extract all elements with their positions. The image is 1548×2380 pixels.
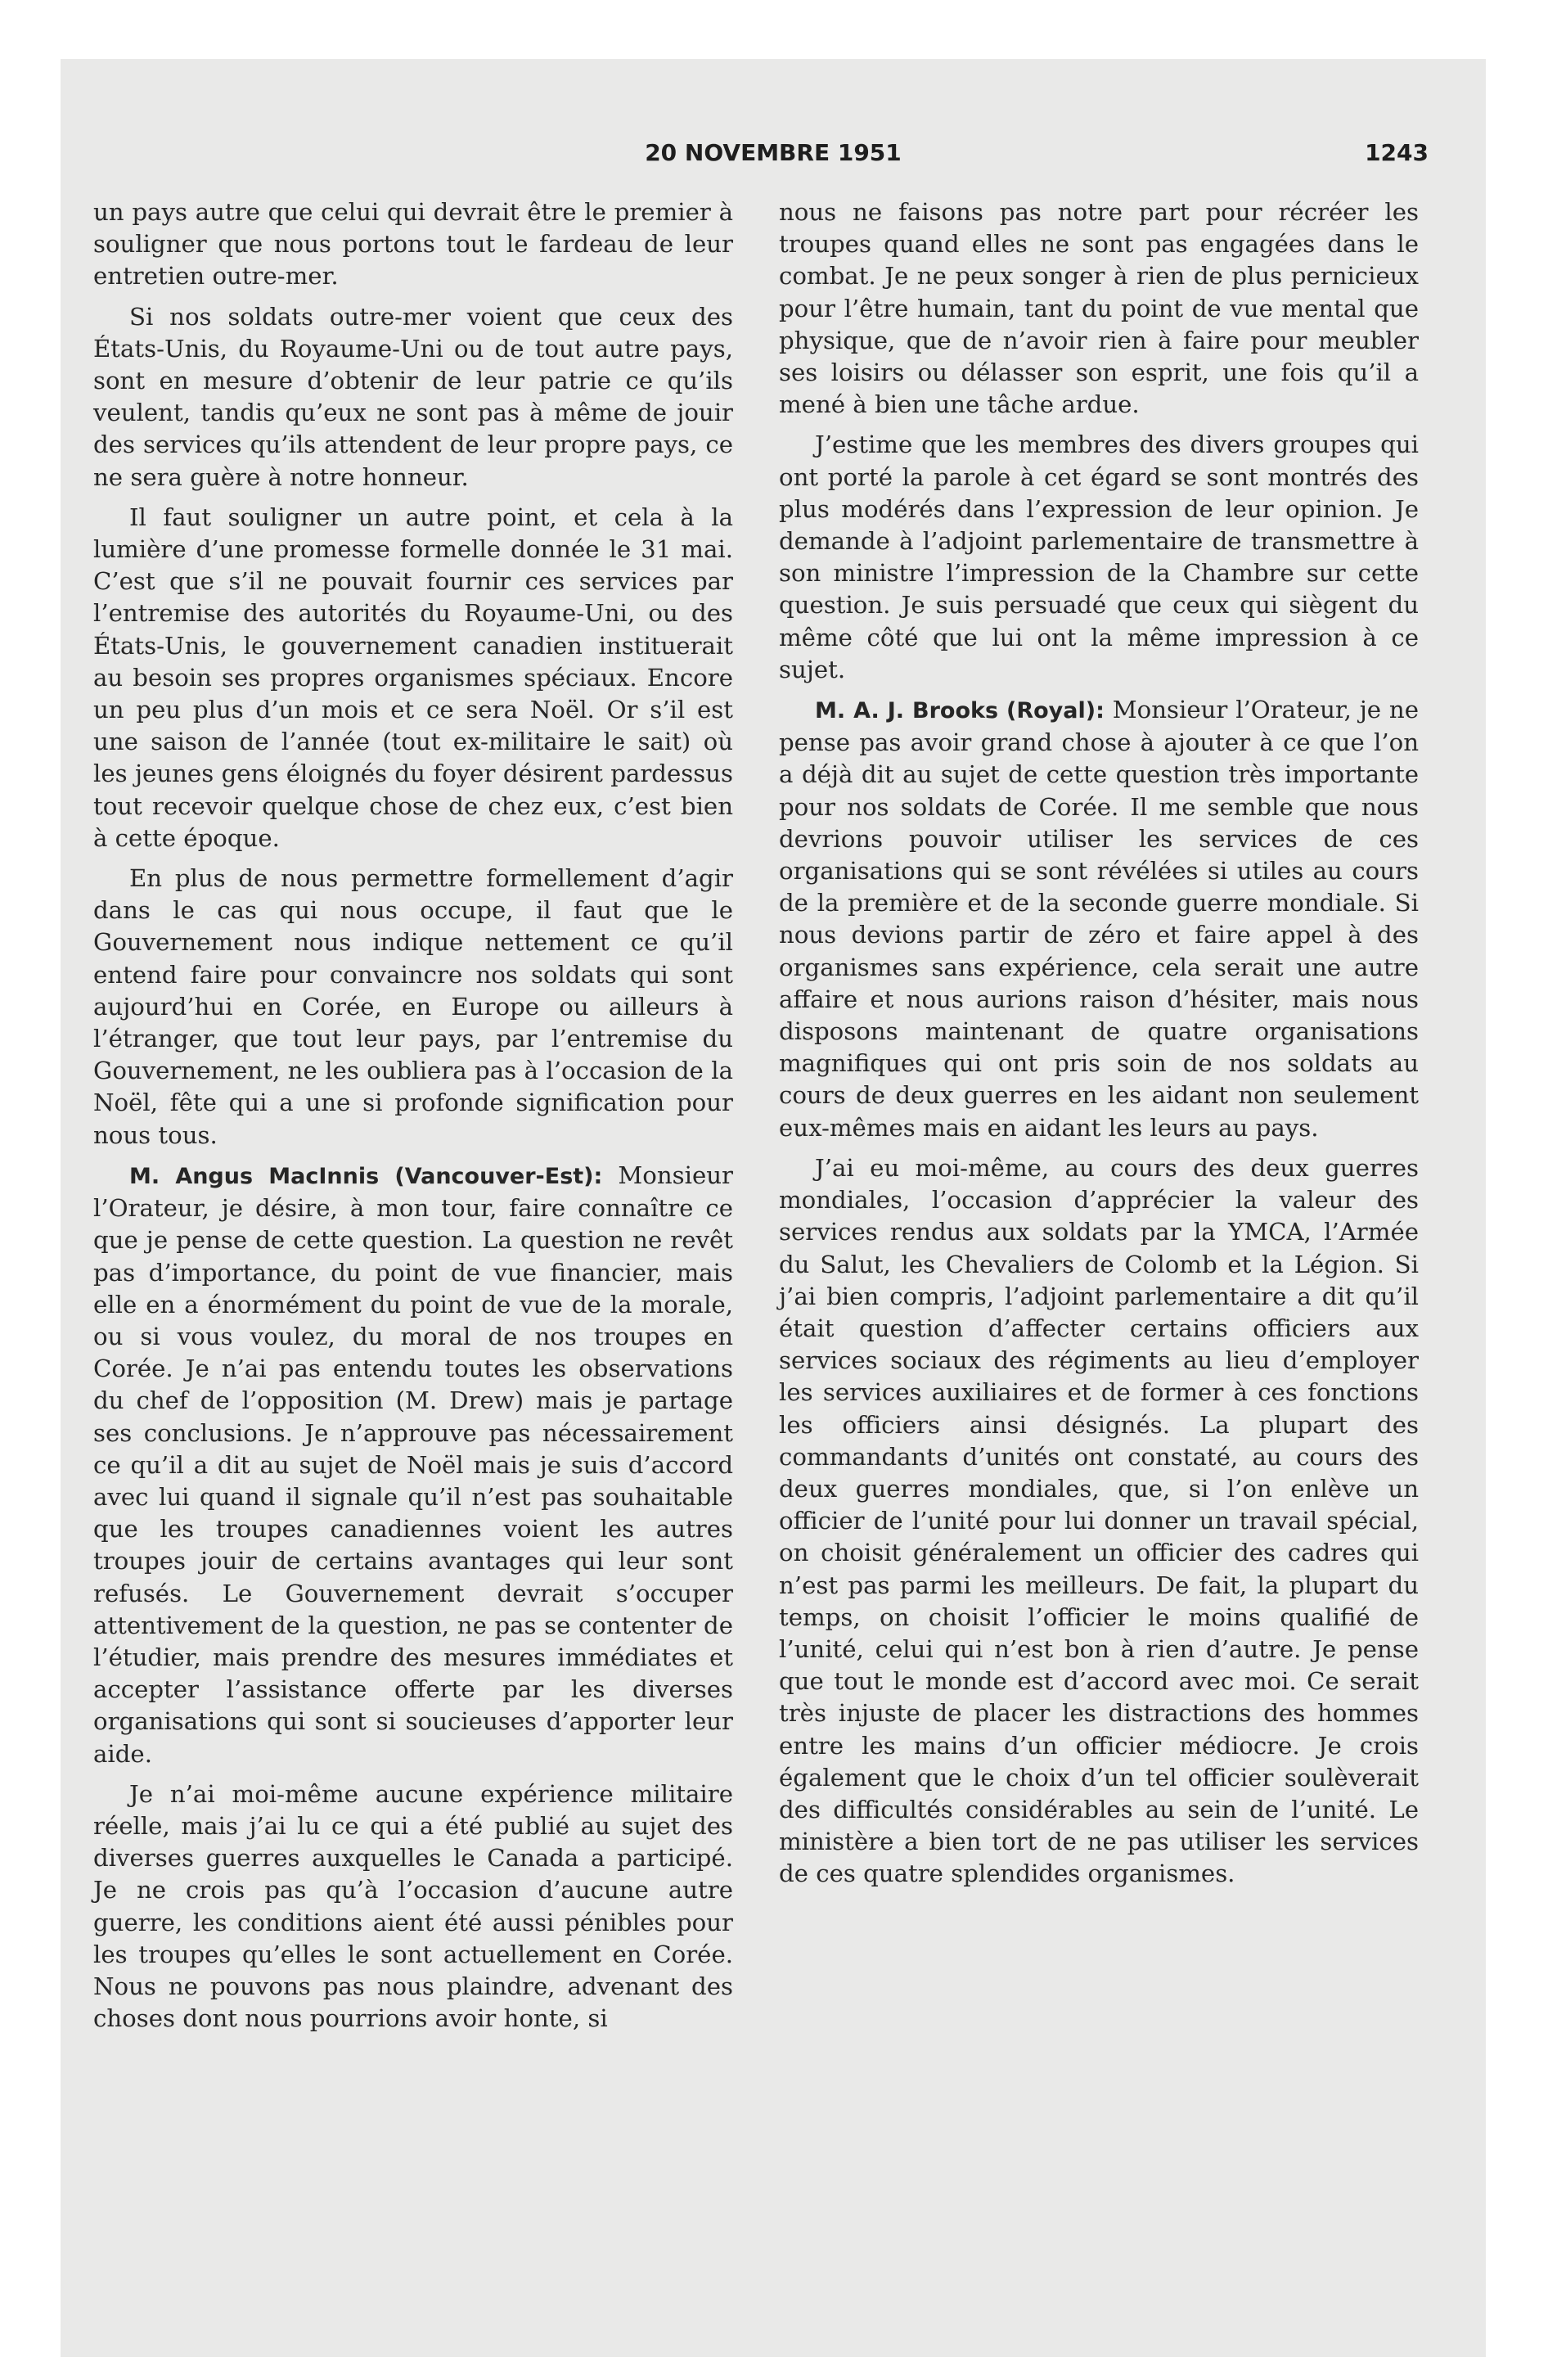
page-header [61, 139, 1486, 180]
paragraph: Si nos soldats outre-mer voient que ceux des États-Unis, du Royaume-Uni ou de tout autre pays, sont en mesure d’obtenir de leur patrie ce qu’ils veulent, tandis qu’eux ne sont pas à même de jouir des services qu’ils attendent de leur propre pays, ce ne sera guère à notre honneur. [93, 302, 733, 491]
scanned-page [61, 59, 1486, 2357]
page-number: 1243 [1365, 139, 1429, 166]
paragraph: En plus de nous permettre formellement d’agir dans le cas qui nous occupe, il faut que le Gouvernement nous indique nettement ce qu’il entend faire pour convaincre nos soldats qui sont aujourd’hui en Corée, en Europe ou ailleurs à l’étranger, que tout leur pays, par l’entremise du Gouvernement, ne les oubliera pas à l’occasion de la Noël, fête qui a une si profonde signification pour nous tous. [93, 864, 733, 1149]
right-column [779, 196, 1419, 1899]
speaker-name: M. A. J. Brooks (Royal): [815, 698, 1105, 724]
speaker-name: M. Angus MacInnis (Vancouver-Est): [129, 1163, 603, 1189]
left-column [93, 196, 733, 2043]
speech-paragraph: M. Angus MacInnis (Vancouver-Est): Monsieur l’Orateur, je désire, à mon tour, faire connaître ce que je pense de cette question. La question ne revêt pas d’importance, du point de vue financier, mais elle en a énormément du point de vue de la morale, ou si vous voulez, du moral de nos troupes en Corée. Je n’ai pas entendu toutes les observations du chef de l’opposition (M. Drew) mais je partage ses conclusions. Je n’approuve pas nécessairement ce qu’il a dit au sujet de Noël mais je suis d’accord avec lui quand il signale qu’il n’est pas souhaitable que les troupes canadiennes voient les autres troupes jouir de certains avantages qui leur sont refusés. Le Gouvernement devrait s’occuper attentivement de la question, ne pas se contenter de l’étudier, mais prendre des mesures immédiates et accepter l’assistance offerte par les diverses organisations qui sont si soucieuses d’apporter leur aide. [93, 1161, 733, 1768]
paragraph: un pays autre que celui qui devrait être le premier à souligner que nous portons tout le fardeau de leur entretien outre-mer. [93, 198, 733, 291]
paragraph: J’ai eu moi-même, au cours des deux guerres mondiales, l’occasion d’apprécier la valeur des services rendus aux soldats par la YMCA, l’Armée du Salut, les Chevaliers de Colomb et la Légion. Si j’ai bien compris, l’adjoint parlementaire a dit qu’il était question d’affecter certains officiers aux services sociaux des régiments au lieu d’employer les services auxiliaires et de former à ces fonctions les officiers ainsi désignés. La plupart des commandants d’unités ont constaté, au cours des deux guerres mondiales, que, si l’on enlève un officier de l’unité pour lui donner un travail spécial, on choisit généralement un officier des cadres qui n’est pas parmi les meilleurs. De fait, la plupart du temps, on choisit l’officier le moins qualifié de l’unité, celui qui n’est bon à rien d’autre. Je pense que tout le monde est d’accord avec moi. Ce serait très injuste de placer les distractions des hommes entre les mains d’un officier médiocre. Je crois également que le choix d’un tel officier soulèverait des difficultés considérables au sein de l’unité. Le ministère a bien tort de ne pas utiliser les services de ces quatre splendides organismes. [779, 1153, 1419, 1888]
paragraph: Je n’ai moi-même aucune expérience militaire réelle, mais j’ai lu ce qui a été publié au sujet des diverses guerres auxquelles le Canada a participé. Je ne crois pas qu’à l’occasion d’aucune autre guerre, les conditions aient été aussi pénibles pour les troupes qu’elles le sont actuellement en Corée. Nous ne pouvons pas nous plaindre, advenant des choses dont nous pourrions avoir honte, si [93, 1779, 733, 2033]
paragraph: Il faut souligner un autre point, et cela à la lumière d’une promesse formelle donnée le 31 mai. C’est que s’il ne pouvait fournir ces services par l’entremise des autorités du Royaume-Uni, ou des États-Unis, le gouvernement canadien instituerait au besoin ses propres organismes spéciaux. Encore un peu plus d’un mois et ce sera Noël. Or s’il est une saison de l’année (tout ex-militaire le sait) où les jeunes gens éloignés du foyer désirent pardessus tout recevoir quelque chose de chez eux, c’est bien à cette époque. [93, 503, 733, 852]
speech-paragraph: M. A. J. Brooks (Royal): Monsieur l’Orateur, je ne pense pas avoir grand chose à ajouter à ce que l’on a déjà dit au sujet de cette question très importante pour nos soldats de Corée. Il me semble que nous devrions pouvoir utiliser les services de ces organisations qui se sont révélées si utiles au cours de la première et de la seconde guerre mondiale. Si nous devions partir de zéro et faire appel à des organismes sans expérience, cela serait une autre affaire et nous aurions raison d’hésiter, mais nous disposons maintenant de quatre organisations magnifiques qui ont pris soin de nos soldats au cours de deux guerres en les aidant non seulement eux-mêmes mais en aidant les leurs au pays. [779, 696, 1420, 1142]
header-date: 20 NOVEMBRE 1951 [645, 139, 902, 166]
paragraph: nous ne faisons pas notre part pour récréer les troupes quand elles ne sont pas engagées dans le combat. Je ne peux songer à rien de plus pernicieux pour l’être humain, tant du point de vue mental que physique, que de n’avoir rien à faire pour meubler ses loisirs ou délasser son esprit, une fois qu’il a mené à bien une tâche ardue. [779, 198, 1419, 419]
paragraph: J’estime que les membres des divers groupes qui ont porté la parole à cet égard se sont montrés des plus modérés dans l’expression de leur opinion. Je demande à l’adjoint parlementaire de transmettre à son ministre l’impression de la Chambre sur cette question. Je suis persuadé que ceux qui siègent du même côté que lui ont la même impression à ce sujet. [779, 430, 1419, 683]
